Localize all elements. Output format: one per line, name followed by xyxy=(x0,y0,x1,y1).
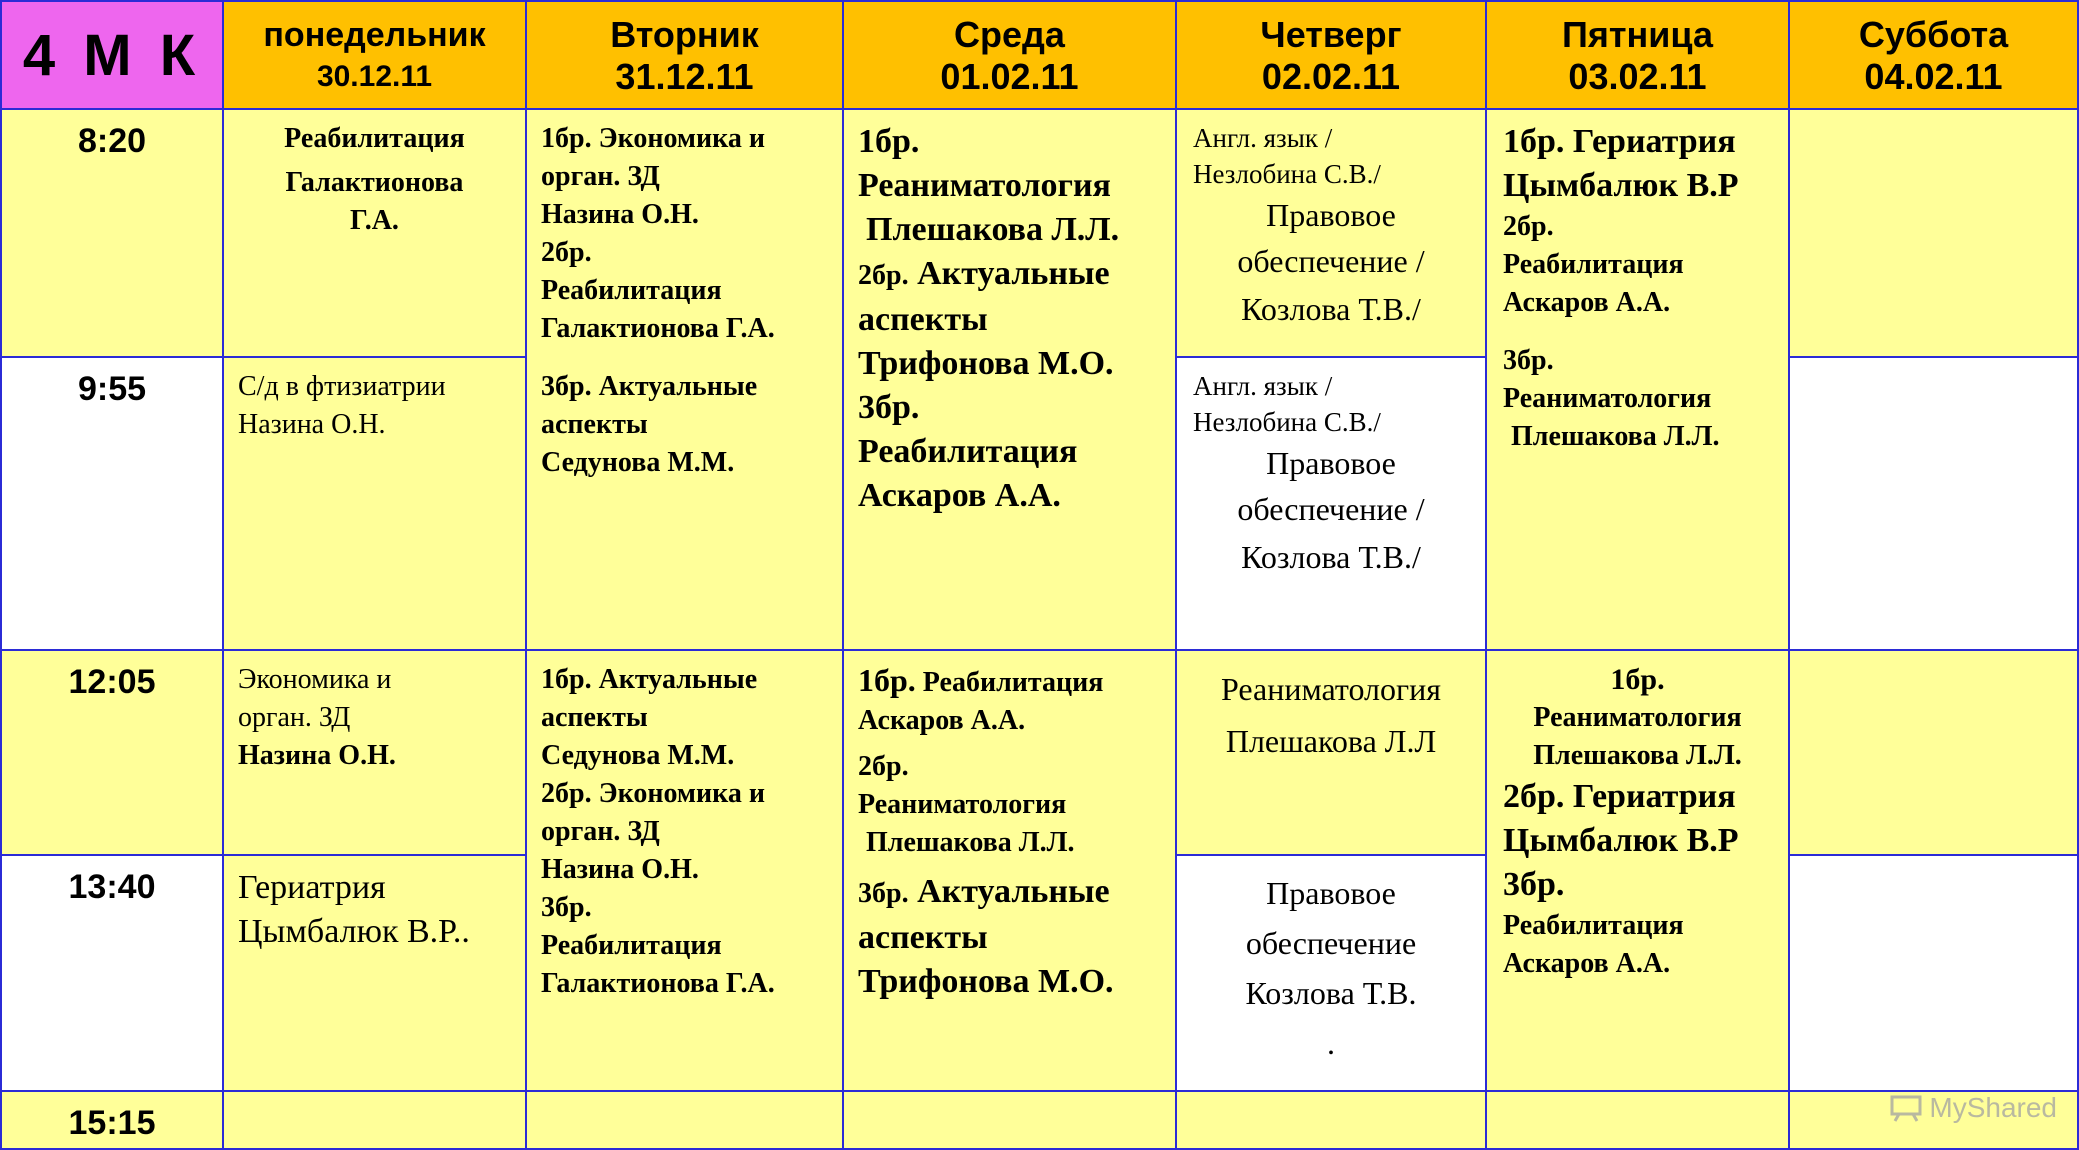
lesson-line: аспекты xyxy=(858,919,988,956)
time-slot xyxy=(0,854,224,1092)
lesson-line: Плешакова Л.Л. xyxy=(1533,740,1742,771)
lesson-line: Назина О.Н. xyxy=(541,199,699,230)
empty-cell xyxy=(1788,854,2079,1092)
lesson-cell xyxy=(842,649,1177,1092)
lesson-cell xyxy=(222,649,527,856)
day-name: Среда xyxy=(954,14,1065,55)
time-label: 9:55 xyxy=(77,370,147,408)
lesson-line: Реаниматология xyxy=(858,167,1111,204)
lesson-cell xyxy=(1175,854,1487,1092)
time-label: 15:15 xyxy=(68,1104,156,1142)
lesson-line: аспекты xyxy=(541,409,648,440)
lesson-line: Реабилитация xyxy=(858,433,1078,470)
group-title-text: 4 М К xyxy=(22,22,202,88)
day-header-tuesday xyxy=(525,0,844,110)
lesson-line: Плешакова Л.Л. xyxy=(1511,421,1720,452)
lesson-line: Г.А. xyxy=(350,205,399,236)
time-label: 8:20 xyxy=(77,122,147,160)
presentation-icon xyxy=(1889,1094,1923,1122)
watermark xyxy=(1889,1092,2057,1124)
lesson-line: Цымбалюк В.Р.. xyxy=(238,913,470,950)
lesson-line: 1бр. Актуальные xyxy=(541,664,758,695)
lesson-line: Седунова М.М. xyxy=(541,447,735,478)
lesson-text: 1бр. xyxy=(858,662,916,698)
day-header-wednesday xyxy=(842,0,1177,110)
day-name: Суббота xyxy=(1858,14,2009,55)
lesson-text: Актуальные xyxy=(917,255,1110,292)
day-date: 01.02.11 xyxy=(940,56,1079,97)
lesson-cell xyxy=(1175,649,1487,856)
day-header-friday xyxy=(1485,0,1790,110)
lesson-line: 2бр. xyxy=(541,237,592,268)
day-header-saturday xyxy=(1788,0,2079,110)
lesson-text: 3бр. xyxy=(858,878,909,909)
lesson-line: Реабилитация xyxy=(1503,910,1684,941)
lesson-line: Козлова Т.В./ xyxy=(1241,539,1421,575)
lesson-line: Реаниматология xyxy=(1221,671,1441,707)
time-slot xyxy=(0,356,224,651)
lesson-line: аспекты xyxy=(858,301,988,338)
lesson-line: аспекты xyxy=(541,702,648,733)
lesson-cell xyxy=(222,356,527,651)
day-name: Вторник xyxy=(610,14,759,55)
lesson-line: орган. ЗД xyxy=(238,702,351,733)
lesson-line: 3бр. Актуальные xyxy=(541,371,758,402)
lesson-line: 1бр. Гериатрия xyxy=(1503,123,1736,160)
day-date: 30.12.11 xyxy=(316,60,433,93)
lesson-line: Аскаров А.А. xyxy=(858,705,1026,736)
lesson-line: Аскаров А.А. xyxy=(858,477,1061,514)
lesson-line: Реаниматология xyxy=(858,789,1067,820)
lesson-line: 2бр. xyxy=(858,751,909,782)
lesson-line: Галактионова xyxy=(285,167,464,198)
lesson-line: Правовое xyxy=(1266,875,1396,911)
lesson-line: Плешакова Л.Л xyxy=(1225,723,1437,759)
lesson-line: Незлобина С.В./ xyxy=(1193,159,1381,189)
lesson-line: Правовое xyxy=(1266,445,1396,481)
lesson-text: Реабилитация xyxy=(922,667,1104,698)
day-header-monday xyxy=(222,0,527,110)
lesson-line: Трифонова М.О. xyxy=(858,963,1114,1000)
lesson-line: Плешакова Л.Л. xyxy=(866,211,1120,248)
day-name: понедельник xyxy=(263,16,486,54)
lesson-cell xyxy=(525,108,844,651)
lesson-line: Англ. язык / xyxy=(1193,371,1333,401)
group-title xyxy=(0,0,224,110)
empty-cell xyxy=(1788,649,2079,856)
lesson-line: Незлобина С.В./ xyxy=(1193,407,1381,437)
lesson-line: Реабилитация xyxy=(284,123,465,154)
time-slot xyxy=(0,1090,224,1150)
lesson-line: 3бр. xyxy=(858,389,920,426)
day-header-thursday xyxy=(1175,0,1487,110)
lesson-line: 1бр. xyxy=(858,123,920,160)
empty-cell xyxy=(1788,108,2079,358)
lesson-line: обеспечение / xyxy=(1237,243,1425,279)
empty-cell xyxy=(842,1090,1177,1150)
lesson-line: Англ. язык / xyxy=(1193,123,1333,153)
lesson-text: 2бр. xyxy=(858,260,909,291)
lesson-line: Аскаров А.А. xyxy=(1503,287,1671,318)
lesson-line: 3бр. xyxy=(1503,866,1565,903)
lesson-line: Трифонова М.О. xyxy=(858,345,1114,382)
lesson-line: Галактионова Г.А. xyxy=(541,968,775,999)
day-date: 04.02.11 xyxy=(1864,56,2003,97)
time-slot xyxy=(0,108,224,358)
empty-cell xyxy=(1485,1090,1790,1150)
lesson-line: 2бр. Экономика и xyxy=(541,778,765,809)
lesson-cell xyxy=(1175,108,1487,358)
lesson-line: обеспечение xyxy=(1245,925,1417,961)
time-label: 12:05 xyxy=(68,663,156,701)
day-date: 03.02.11 xyxy=(1568,56,1707,97)
lesson-cell xyxy=(842,108,1177,651)
lesson-line: Козлова Т.В./ xyxy=(1241,291,1421,327)
lesson-line: обеспечение / xyxy=(1237,491,1425,527)
lesson-line: Цымбалюк В.Р xyxy=(1503,167,1739,204)
lesson-line: Аскаров А.А. xyxy=(1503,948,1671,979)
day-name: Пятница xyxy=(1562,14,1713,55)
lesson-line: орган. ЗД xyxy=(541,161,660,192)
lesson-line: 3бр. xyxy=(1503,345,1554,376)
lesson-line: Цымбалюк В.Р xyxy=(1503,822,1739,859)
lesson-cell xyxy=(222,108,527,358)
lesson-line: С/д в фтизиатрии xyxy=(238,371,446,402)
lesson-line: Реабилитация xyxy=(541,275,722,306)
lesson-line: . xyxy=(1327,1025,1335,1061)
lesson-line: Реабилитация xyxy=(1503,249,1684,280)
lesson-line: Назина О.Н. xyxy=(238,740,396,771)
lesson-cell xyxy=(222,854,527,1092)
lesson-line: 1бр. Экономика и xyxy=(541,123,765,154)
lesson-line: Седунова М.М. xyxy=(541,740,735,771)
empty-cell xyxy=(525,1090,844,1150)
lesson-line: Козлова Т.В. xyxy=(1245,975,1417,1011)
lesson-line: 2бр. Гериатрия xyxy=(1503,778,1736,815)
lesson-cell xyxy=(1485,108,1790,651)
day-date: 31.12.11 xyxy=(615,56,754,97)
lesson-line: Реаниматология xyxy=(1533,702,1742,733)
time-slot xyxy=(0,649,224,856)
lesson-text: Актуальные xyxy=(917,873,1110,910)
day-name: Четверг xyxy=(1260,14,1402,55)
lesson-line: Экономика и xyxy=(238,664,392,695)
time-label: 13:40 xyxy=(68,868,156,906)
lesson-line: Правовое xyxy=(1266,197,1396,233)
watermark-text: MyShared xyxy=(1929,1092,2057,1123)
lesson-line: Плешакова Л.Л. xyxy=(866,827,1075,858)
lesson-line: 2бр. xyxy=(1503,211,1554,242)
lesson-line: 1бр. xyxy=(1610,663,1665,696)
lesson-cell xyxy=(1485,649,1790,1092)
lesson-cell xyxy=(525,649,844,1092)
lesson-line: 3бр. xyxy=(541,892,592,923)
day-date: 02.02.11 xyxy=(1261,56,1401,97)
empty-cell xyxy=(1788,356,2079,651)
lesson-cell xyxy=(1175,356,1487,651)
lesson-line: Гериатрия xyxy=(238,869,386,906)
lesson-line: Назина О.Н. xyxy=(238,409,386,440)
empty-cell xyxy=(1175,1090,1487,1150)
lesson-line: Реабилитация xyxy=(541,930,722,961)
lesson-line: Реаниматология xyxy=(1503,383,1712,414)
lesson-line: орган. ЗД xyxy=(541,816,660,847)
lesson-line: Назина О.Н. xyxy=(541,854,699,885)
lesson-line: Галактионова Г.А. xyxy=(541,313,775,344)
empty-cell xyxy=(222,1090,527,1150)
